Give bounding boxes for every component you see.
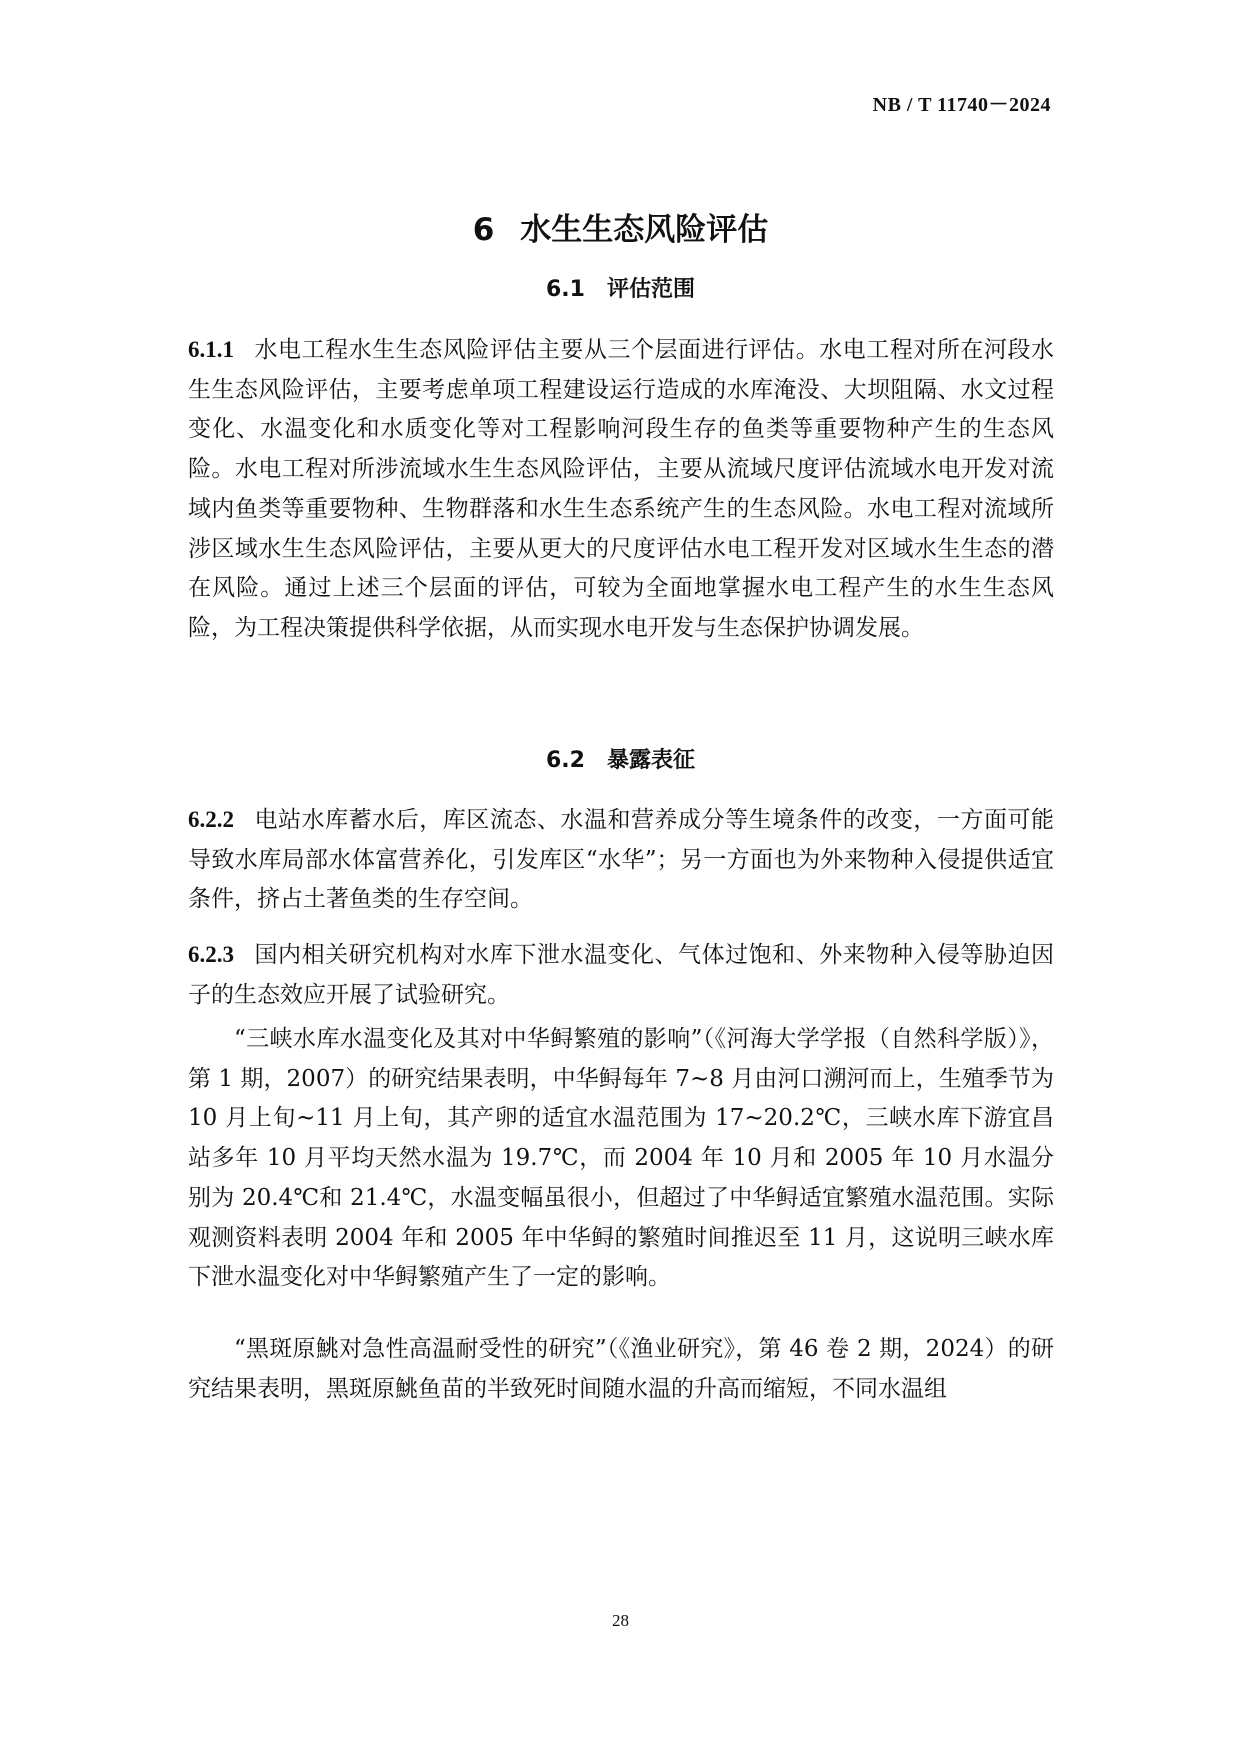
clause-6-1-1 xyxy=(188,330,1054,649)
clause-text: 水电工程水生生态风险评估主要从三个层面进行评估。水电工程对所在河段水生生态风险评估，主要考虑单项工程建设运行造成的水库淹没、大坝阻隔、水文过程变化、水温变化和水质变化等对工程影响河段生存的鱼类等重要物种产生的生态风险。水电工程对所涉流域水生生态风险评估，主要从流域尺度评估流域水电开发对流域内鱼类等重要物种、生物群落和水生生态系统产生的生态风险。水电工程对流域所涉区域水生生态风险评估，主要从更大的尺度评估水电工程开发对区域水生生态的潜在风险。通过上述三个层面的评估，可较为全面地掌握水电工程产生的水生生态风险，为工程决策提供科学依据，从而实现水电开发与生态保护协调发展。 xyxy=(188,337,1054,641)
chapter-number: 6 xyxy=(472,212,495,248)
document-code: NB / T 11740－2024 xyxy=(872,94,1051,116)
section-title-text: 暴露表征 xyxy=(606,748,695,773)
body-paragraph: “三峡水库水温变化及其对中华鲟繁殖的影响”（《河海大学学报（自然科学版）》，第 1 期，2007）的研究结果表明，中华鲟每年 7~8 月由河口溯河而上，生殖季节为 10 月上旬~11 月上旬，其产卵的适宜水温范围为 17~20.2℃，三峡水库下游宜昌站多年 10 月平均天然水温为 19.7℃，而 2004 年 10 月和 2005 年 10 月水温分别为 20.4℃和 21.4℃，水温变幅虽很小，但超过了中华鲟适宜繁殖水温范围。实际观测资料表明 2004 年和 2005 年中华鲟的繁殖时间推迟至 11 月，这说明三峡水库下泄水温变化对中华鲟繁殖产生了一定的影响。 xyxy=(188,1026,1054,1291)
body-paragraph: “黑斑原鮡对急性高温耐受性的研究”（《渔业研究》，第 46 卷 2 期，2024）的研究结果表明，黑斑原鮡鱼苗的半致死时间随水温的升高而缩短，不同水温组 xyxy=(188,1336,1054,1402)
section-6-2-heading xyxy=(0,743,1241,774)
clause-number: 6.2.3 xyxy=(188,942,234,967)
page-number: 28 xyxy=(612,1611,629,1630)
clause-text: 国内相关研究机构对水库下泄水温变化、气体过饱和、外来物种入侵等胁迫因子的生态效应开展了试验研究。 xyxy=(188,942,1054,1008)
clause-number: 6.2.2 xyxy=(188,807,234,832)
clause-6-2-3 xyxy=(188,935,1054,1015)
chapter-title xyxy=(0,204,1241,249)
clause-number: 6.1.1 xyxy=(188,337,234,362)
section-title-text: 评估范围 xyxy=(606,277,695,302)
chapter-title-text: 水生生态风险评估 xyxy=(520,212,769,248)
section-number: 6.1 xyxy=(546,277,585,302)
clause-6-2-2 xyxy=(188,800,1054,920)
clause-text: 电站水库蓄水后，库区流态、水温和营养成分等生境条件的改变，一方面可能导致水库局部水体富营养化，引发库区“水华”；另一方面也为外来物种入侵提供适宜条件，挤占土著鱼类的生存空间。 xyxy=(188,807,1054,913)
section-6-1-heading xyxy=(0,272,1241,303)
section-number: 6.2 xyxy=(546,748,585,773)
